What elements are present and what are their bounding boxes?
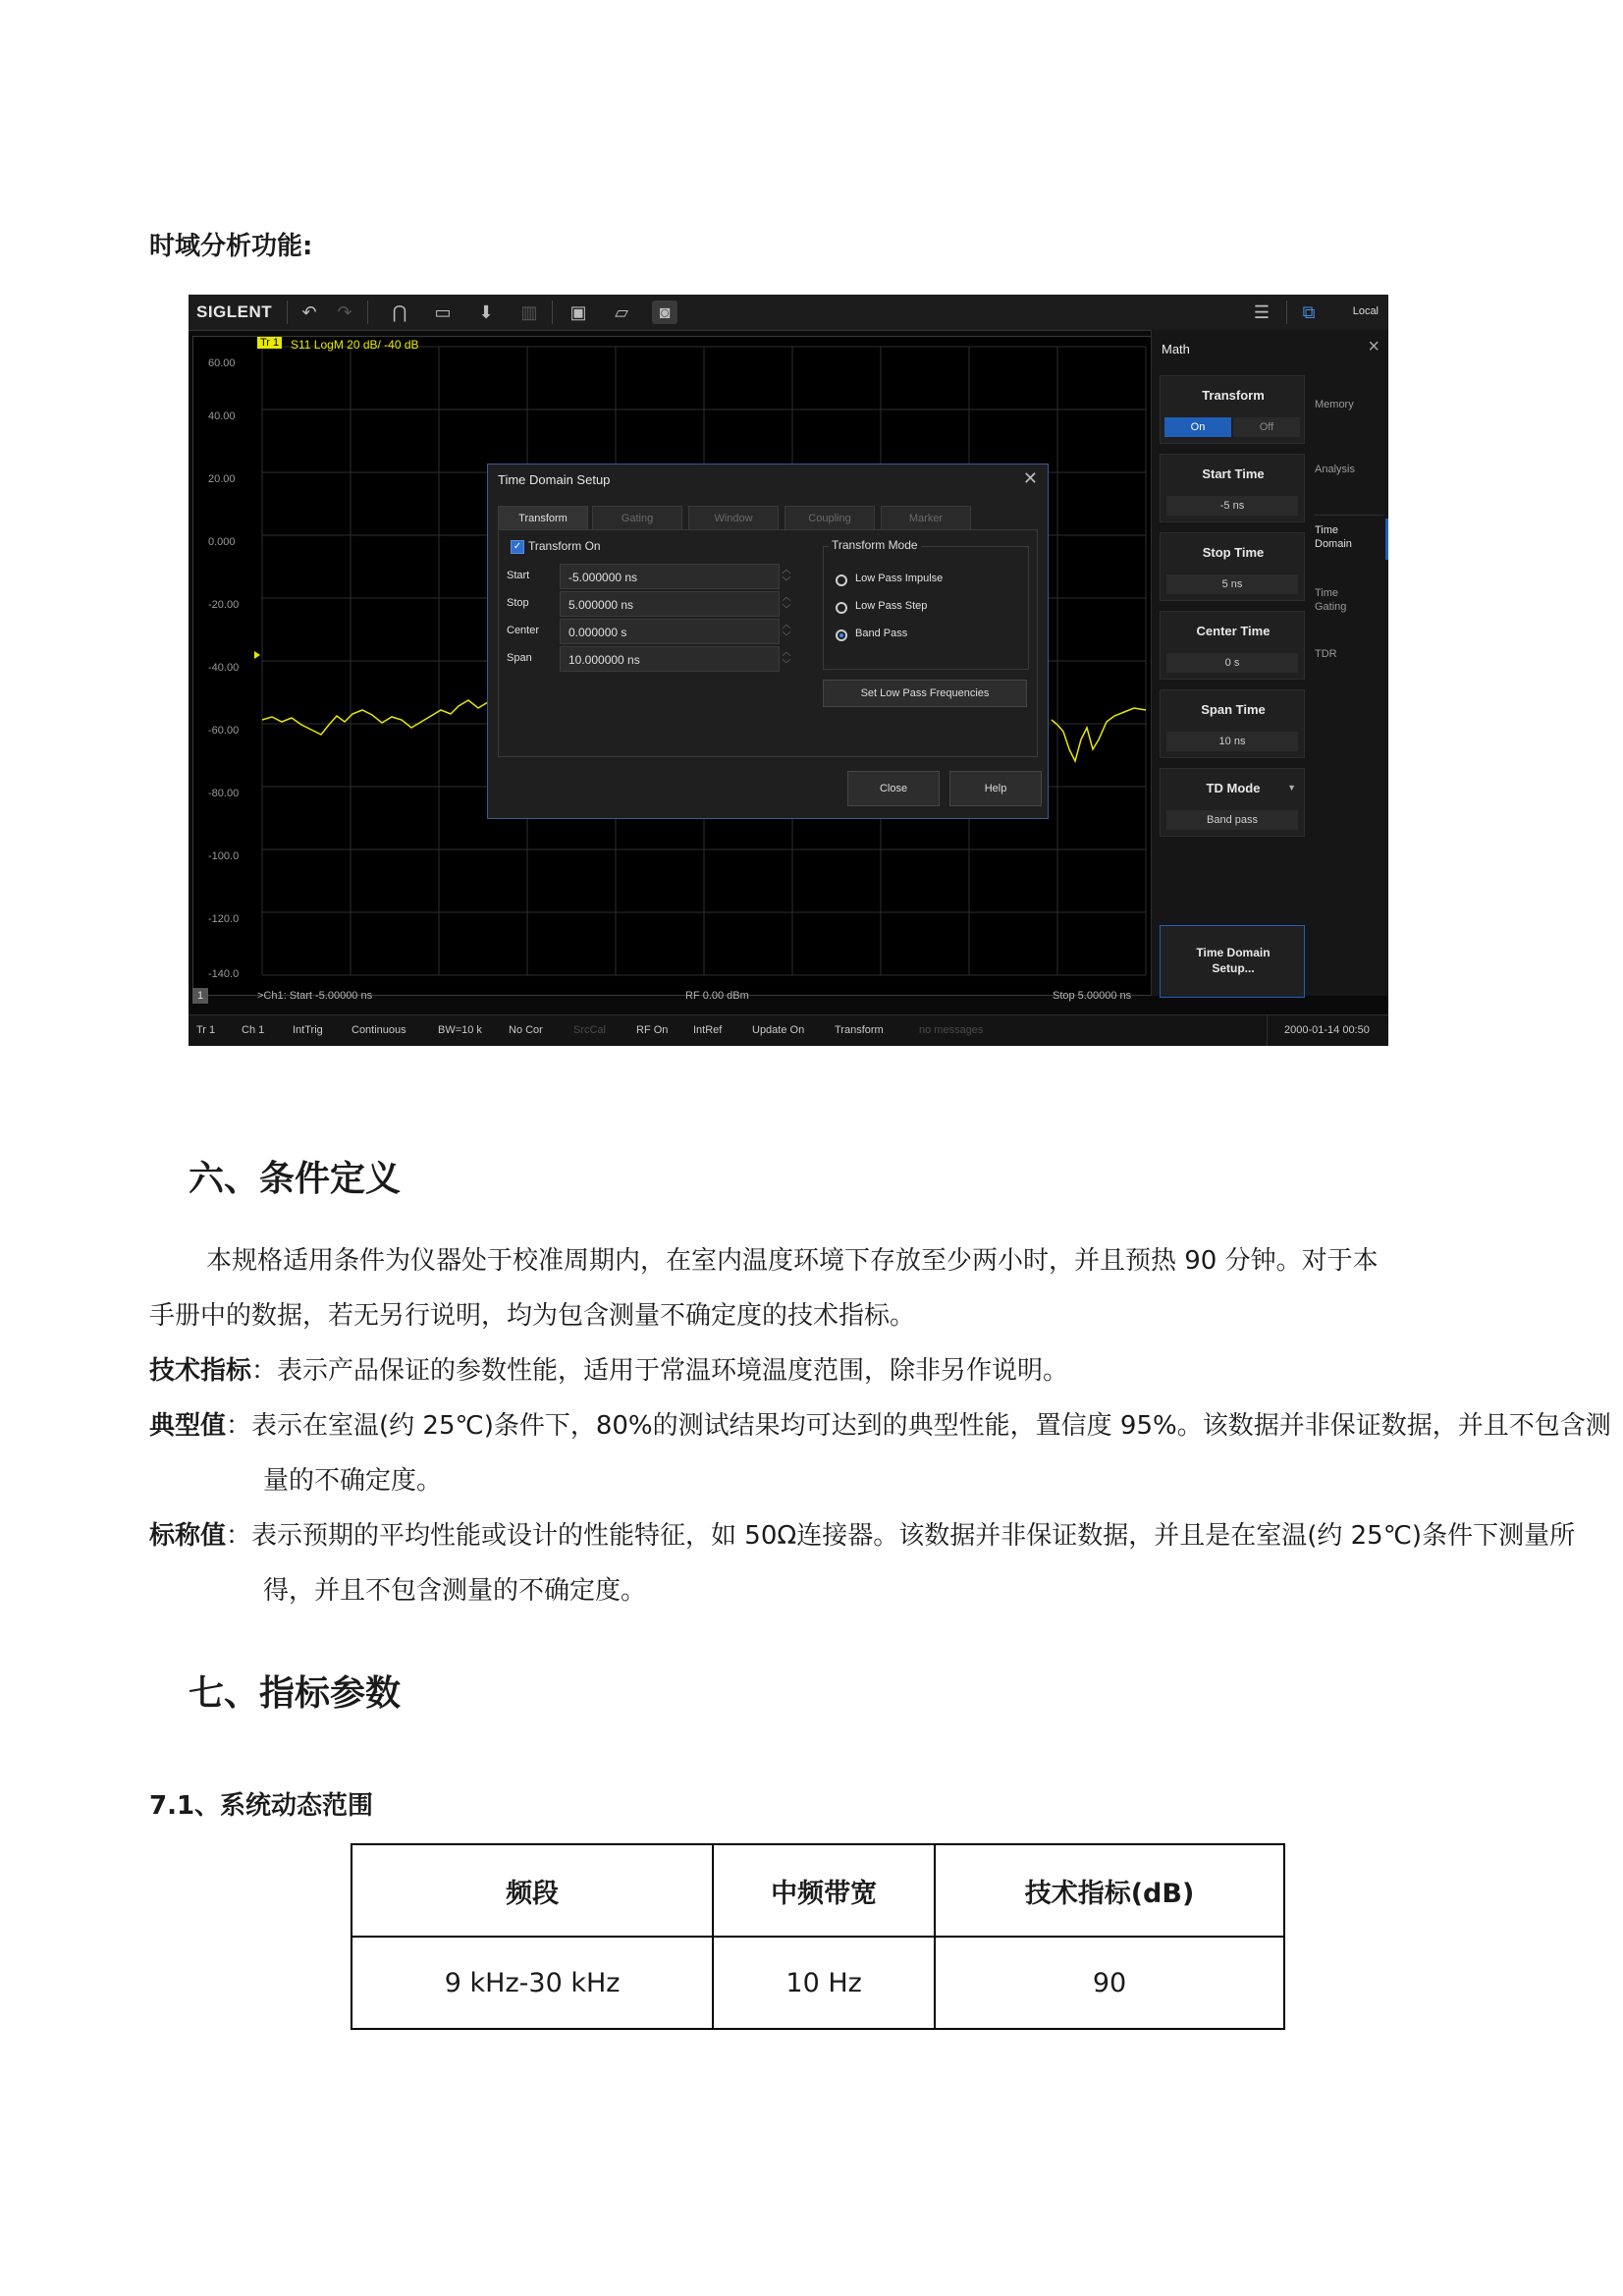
td-setup-line2: Setup... — [1212, 961, 1255, 975]
center-time-label: Center Time — [1196, 624, 1271, 638]
time-domain-setup-dialog — [487, 464, 1049, 819]
tab-transform[interactable]: Transform — [498, 506, 588, 531]
y-tick: 20.00 — [208, 473, 236, 485]
toolbar — [189, 295, 1388, 331]
spec-desc: ：表示产品保证的参数性能，适用于常温环境温度范围，除非另作说明。 — [251, 1356, 1069, 1386]
tab-marker[interactable]: Marker — [881, 506, 971, 531]
y-tick: 60.00 — [208, 357, 236, 369]
typical-desc: ：表示在室温(约 25℃)条件下，80%的测试结果均可达到的典型性能，置信度 95%。该数据并非保证数据，并且不包含测量的不确定度。 — [226, 1411, 1611, 1496]
side-tab-tdr[interactable]: TDR — [1315, 648, 1337, 660]
status-ref[interactable]: IntRef — [693, 1024, 723, 1036]
start-time-softkey[interactable] — [1160, 454, 1305, 522]
band-pass-label: Band Pass — [855, 628, 908, 639]
y-tick: -140.0 — [208, 968, 240, 980]
status-datetime: 2000-01-14 00:50 — [1284, 1024, 1370, 1036]
status-transform[interactable]: Transform — [835, 1024, 884, 1036]
td-setup-line1: Time Domain — [1196, 946, 1271, 959]
time-domain-setup-softkey[interactable] — [1160, 925, 1305, 998]
trace-tag[interactable]: Tr 1 — [257, 337, 282, 349]
center-time-value: 0 s — [1166, 653, 1298, 673]
transform-panel — [498, 529, 1038, 757]
toolbar-divider — [287, 301, 288, 324]
low-pass-step-radio[interactable] — [836, 602, 847, 614]
dialog-title: Time Domain Setup — [498, 472, 611, 487]
camera-icon[interactable]: ◙ — [652, 301, 677, 324]
section-7-heading: 七、指标参数 — [189, 1673, 402, 1714]
undo-icon[interactable]: ↶ — [301, 302, 317, 322]
dropdown-arrow-icon: ▼ — [1287, 783, 1296, 793]
y-tick: 40.00 — [208, 410, 236, 422]
status-trace[interactable]: Tr 1 — [196, 1024, 216, 1036]
center-spinner-icon[interactable]: ︿ ﹀ — [782, 620, 791, 641]
stop-label: Stop 5.00000 ns — [1053, 990, 1132, 1002]
status-sweep[interactable]: Continuous — [352, 1024, 406, 1036]
trace-left-segment — [262, 700, 488, 735]
channel-box[interactable]: 1 — [192, 988, 208, 1004]
transform-mode-title: Transform Mode — [829, 538, 921, 552]
nominal-desc: ：表示预期的平均性能或设计的性能特征，如 50Ω连接器。该数据并非保证数据，并且是在室温(约 25℃)条件下测量所得，并且不包含测量的不确定度。 — [226, 1521, 1576, 1606]
status-rf[interactable]: RF On — [636, 1024, 669, 1036]
network-icon[interactable]: ⧉ — [1302, 302, 1316, 322]
start-field[interactable]: -5.000000 ns — [560, 564, 780, 589]
side-tab-analysis[interactable]: Analysis — [1315, 464, 1355, 475]
center-field-label: Center — [507, 625, 540, 636]
nominal-definition — [149, 1508, 1618, 1618]
table-header: 频段 — [352, 1844, 713, 1937]
close-icon[interactable]: ✕ — [1022, 468, 1038, 488]
spec-term: 技术指标 — [149, 1356, 252, 1386]
status-bw[interactable]: BW=10 k — [438, 1024, 482, 1036]
y-tick: -80.00 — [208, 788, 240, 799]
span-field[interactable]: 10.000000 ns — [560, 646, 780, 672]
help-button[interactable]: Help — [949, 771, 1042, 806]
status-srccal[interactable]: SrcCal — [573, 1024, 607, 1036]
reference-marker — [254, 651, 260, 659]
transform-on-label: Transform On — [528, 539, 601, 553]
menu-title: Math — [1162, 342, 1190, 356]
td-mode-value: Band pass — [1166, 810, 1298, 830]
center-field[interactable]: 0.000000 s — [560, 619, 780, 644]
transform-on-toggle[interactable]: On — [1164, 417, 1231, 437]
spec-definition — [149, 1343, 1504, 1398]
band-pass-radio[interactable] — [836, 629, 847, 641]
active-side-indicator — [1385, 519, 1388, 560]
side-tab-time-domain-2[interactable]: Domain — [1315, 538, 1352, 550]
td-mode-softkey[interactable] — [1160, 768, 1305, 837]
nominal-term: 标称值 — [149, 1521, 227, 1551]
status-messages: no messages — [919, 1024, 984, 1036]
toolbar-divider — [1286, 301, 1287, 324]
status-divider — [1267, 1015, 1268, 1046]
conditions-line-2: 手册中的数据，若无另行说明，均为包含测量不确定度的技术指标。 — [149, 1301, 916, 1331]
side-tab-time-domain-1[interactable]: Time — [1315, 524, 1339, 536]
status-update[interactable]: Update On — [752, 1024, 805, 1036]
span-spinner-icon[interactable]: ︿ ﹀ — [782, 647, 791, 669]
close-icon[interactable]: × — [1368, 336, 1380, 357]
table-cell: 10 Hz — [713, 1937, 935, 2029]
transform-softkey[interactable] — [1160, 375, 1305, 444]
low-pass-impulse-label: Low Pass Impulse — [855, 573, 944, 584]
start-spinner-icon[interactable]: ︿ ﹀ — [782, 565, 791, 586]
status-trigger[interactable]: IntTrig — [293, 1024, 323, 1036]
status-channel[interactable]: Ch 1 — [242, 1024, 265, 1036]
side-divider — [1315, 515, 1383, 516]
delete-icon[interactable]: ▥ — [520, 302, 538, 322]
add-window-icon[interactable]: ▭ — [434, 302, 452, 322]
y-tick: -20.00 — [208, 599, 240, 611]
transform-mode-group — [823, 546, 1029, 670]
tab-gating[interactable]: Gating — [592, 506, 682, 531]
trace-right-segment — [1052, 708, 1146, 761]
span-field-label: Span — [507, 652, 532, 664]
open-folder-icon[interactable]: ▱ — [615, 302, 628, 322]
low-pass-impulse-radio[interactable] — [836, 574, 847, 586]
span-time-value: 10 ns — [1166, 732, 1298, 751]
table-cell: 9 kHz-30 kHz — [352, 1937, 713, 2029]
menu-list-icon[interactable]: ☰ — [1253, 302, 1271, 322]
section-6-heading: 六、条件定义 — [189, 1159, 402, 1199]
typical-definition — [149, 1398, 1618, 1508]
redo-icon[interactable]: ↷ — [337, 302, 352, 322]
center-time-softkey[interactable] — [1160, 611, 1305, 680]
table-header: 技术指标(dB) — [935, 1844, 1284, 1937]
start-time-label: Start Time — [1202, 466, 1265, 481]
start-label: >Ch1: Start -5.00000 ns — [257, 990, 373, 1002]
add-trace-icon[interactable]: ⋂ — [392, 302, 407, 322]
stop-field-label: Stop — [507, 597, 529, 609]
low-pass-step-label: Low Pass Step — [855, 600, 928, 612]
y-tick: -60.00 — [208, 725, 240, 737]
toolbar-divider — [552, 301, 553, 324]
toolbar-divider — [367, 301, 368, 324]
conditions-line-1: 本规格适用条件为仪器处于校准周期内，在室内温度环境下存放至少两小时，并且预热 90 分钟。对于本 — [206, 1246, 1379, 1276]
span-time-softkey[interactable] — [1160, 689, 1305, 758]
save-icon[interactable]: ▣ — [569, 302, 587, 322]
stop-spinner-icon[interactable]: ︿ ﹀ — [782, 592, 791, 614]
close-button[interactable]: Close — [847, 771, 940, 806]
y-tick: -120.0 — [208, 913, 240, 925]
table-header: 中频带宽 — [713, 1844, 935, 1937]
y-tick: 0.000 — [208, 536, 236, 548]
conditions-paragraph — [149, 1233, 1504, 1343]
stop-field[interactable]: 5.000000 ns — [560, 591, 780, 617]
stop-time-label: Stop Time — [1202, 545, 1265, 560]
start-time-value: -5 ns — [1166, 496, 1298, 516]
transform-on-checkbox[interactable]: ✓ — [511, 540, 524, 554]
trace-info[interactable]: S11 LogM 20 dB/ -40 dB — [291, 338, 419, 352]
y-tick: -100.0 — [208, 850, 240, 862]
stop-time-value: 5 ns — [1166, 574, 1298, 594]
y-tick: -40.00 — [208, 662, 240, 674]
transform-off-toggle[interactable]: Off — [1233, 417, 1300, 437]
local-status[interactable]: Local — [1352, 305, 1379, 317]
add-marker-icon[interactable]: ⬇ — [478, 302, 494, 322]
start-field-label: Start — [507, 570, 530, 581]
td-mode-label: TD Mode — [1206, 781, 1261, 795]
transform-softkey-label: Transform — [1202, 388, 1265, 403]
tab-coupling[interactable]: Coupling — [784, 506, 875, 531]
side-tab-time-gating-2[interactable]: Gating — [1315, 601, 1347, 613]
math-menu — [1151, 330, 1388, 996]
tab-window[interactable]: Window — [688, 506, 779, 531]
rf-power-label: RF 0.00 dBm — [685, 990, 749, 1002]
status-bar — [189, 1014, 1388, 1046]
section-caption: 时域分析功能: — [149, 232, 313, 261]
typical-term: 典型值 — [149, 1411, 227, 1441]
status-correction[interactable]: No Cor — [509, 1024, 543, 1036]
side-tab-memory[interactable]: Memory — [1315, 399, 1354, 410]
instrument-screenshot — [189, 295, 1388, 1046]
stop-time-softkey[interactable] — [1160, 532, 1305, 601]
span-time-label: Span Time — [1201, 702, 1266, 717]
set-low-pass-button[interactable]: Set Low Pass Frequencies — [823, 680, 1027, 707]
table-header-row — [352, 1844, 1284, 1937]
table-row — [352, 1937, 1284, 2029]
dynamic-range-table — [351, 1843, 1285, 2030]
side-tab-time-gating-1[interactable]: Time — [1315, 587, 1339, 599]
table-cell: 90 — [935, 1937, 1284, 2029]
brand-logo: SIGLENT — [196, 302, 273, 321]
subsection-7-1-heading: 7.1、系统动态范围 — [149, 1791, 374, 1821]
